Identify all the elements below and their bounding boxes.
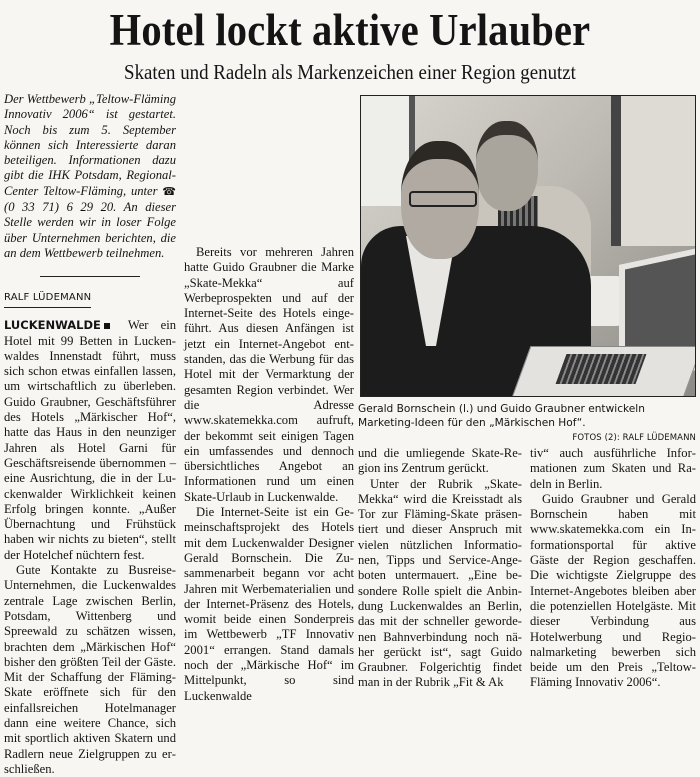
photo-person-back-head <box>476 121 538 211</box>
dateline: LUCKENWALDE <box>4 318 101 333</box>
photo-caption <box>358 402 696 445</box>
column-1 <box>4 92 176 777</box>
paragraph-4: Die Internet-Seite ist ein Gemeinschaftsprojekt des Hotels mit dem Luckenwalder Designer Gerald Bornschein. Die Zusammenarbeit begann vor acht Jahren mit Werbematerialien und der Internet-Präsenz des Hotels, womit beide einen Sonderpreis im Wettbewerb „TF Innovativ 2001“ errangen. Stand damals noch der „Märkische Hof“ im Mittelpunkt, so sind Luckenwalde <box>184 505 354 703</box>
article-photo <box>360 95 696 397</box>
phone-icon: ☎ <box>162 185 176 198</box>
paragraph-6: Unter der Rubrik „Skate-Mekka“ wird die Kreisstadt als Tor zur Fläming-Skate präsentiert und dieser Anspruch mit vielen nützlichen Informationen, Tipps und Service-Angeboten untermauert. „Eine besondere Rolle spielt die Anbindung Luckenwaldes an Berlin, das mit der schneller gewordenen Bahnverbindung noch näher gerückt ist“, sagt Guido Graubner. Folgerichtig findet man in der Rubrik „Fit & Ak <box>358 476 522 690</box>
author-byline: RALF LÜDEMANN <box>4 291 91 308</box>
intro-text: Der Wettbewerb „Teltow-Fläming Innovativ 2006“ ist gestartet. Noch bis zum 5. September können sich Interessierte daran beteiligen. Informationen dazu gibt die IHK Potsdam, Regional-Center Teltow-Fläming, unter <box>4 92 176 198</box>
intro-phone: (0 33 71) 6 29 20. <box>4 200 117 215</box>
caption-text: Gerald Bornschein (l.) und Guido Graubner entwickeln Marketing-Ideen für den „Märkischen Hof“. <box>358 403 645 429</box>
photo-wall <box>611 96 696 246</box>
square-bullet-icon <box>104 323 110 329</box>
paragraph-7: tiv“ auch ausführliche Informationen zum Skaten und Radeln in Berlin. <box>530 446 696 491</box>
headline: Hotel lockt aktive Urlauber <box>109 5 591 55</box>
photo-glasses <box>409 191 477 207</box>
photo-laptop-keyboard <box>556 354 647 384</box>
column-2 <box>184 92 354 704</box>
photo-credit: FOTOS (2): RALF LÜDEMANN <box>572 433 696 443</box>
paragraph-3: Bereits vor mehreren Jahren hatte Guido Graubner die Marke „Skate-Mekka“ auf Werbeprospekten und auf der Internet-Seite des Hotels eingeführt. Aus diesen Anfängen ist jetzt ein Internet-Angebot entstanden, das die Werbung für das Hotel mit der Vermarktung der gesamten Region verbindet. Wer die Adresse www.skatemekka.com aufruft, der bekommt seit einigen Tagen ein umfassendes und dennoch übersichtliches Angebot an Informationen rund um einen Skate-Urlaub in Luckenwalde. <box>184 245 354 504</box>
paragraph-8: Guido Graubner und Gerald Bornschein haben mit www.skatemekka.com ein Informationsportal für aktive Gäste der Region geschaffen. Die wichtigste Zielgruppe des Internet-Angebotes bleiben aber die potenziellen Hotelgäste. Mit dieser Verbindung aus Hotelwerbung und Regionalmarketing bewerben sich beide um den Preis „Teltow-Fläming Innovativ 2006“. <box>530 491 696 690</box>
paragraph-2: Gute Kontakte zu Busreise-Unternehmen, die Luckenwaldes zentrale Lage zwischen Berlin, Potsdam, Wittenberg und Spreewald zu schätzen wissen, brachten dem „Märkischen Hof“ bisher den größten Teil der Gäste. Mit der Schaffung der Fläming-Skate eröffnete sich für den einfallsreichen Hotelmanager dann eine weitere Chance, sich mit sportlich aktiven Skatern und Radlern neue Zielgruppen zu erschließen. <box>4 563 176 776</box>
paragraph-1-text: Wer ein Hotel mit 99 Betten in Luckenwaldes Innenstadt führt, muss sich schon etwas einfallen lassen, um wirtschaftlich zu überleben. Guido Graubner, Geschäftsführer des Hotels „Märkischer Hof“, hatte das Haus in den neunziger Jahren als Hotel Garni für Geschäftsreisende übernommen – eine Ausrichtung, die in der Luckenwalder Wirklichkeit keinen Erfolg bringen konnte. „Außer Übernachtung und Frühstück haben wir nichts zu bieten“, stellt der Hotelchef nüchtern fest. <box>4 318 176 562</box>
column-3 <box>358 446 522 691</box>
divider <box>40 276 140 277</box>
subheadline: Skaten und Radeln als Markenzeichen einer Region genutzt <box>124 60 576 84</box>
column-4 <box>530 446 696 691</box>
intro-text-end: An dieser Stelle werden wir in loser Folge über Unternehmen berichten, die an dem Wettbewerb teilnehmen. <box>4 200 177 260</box>
paragraph-1 <box>4 318 176 563</box>
intro-box <box>4 92 176 261</box>
paragraph-5: und die umliegende Skate-Region ins Zentrum gerückt. <box>358 446 522 476</box>
